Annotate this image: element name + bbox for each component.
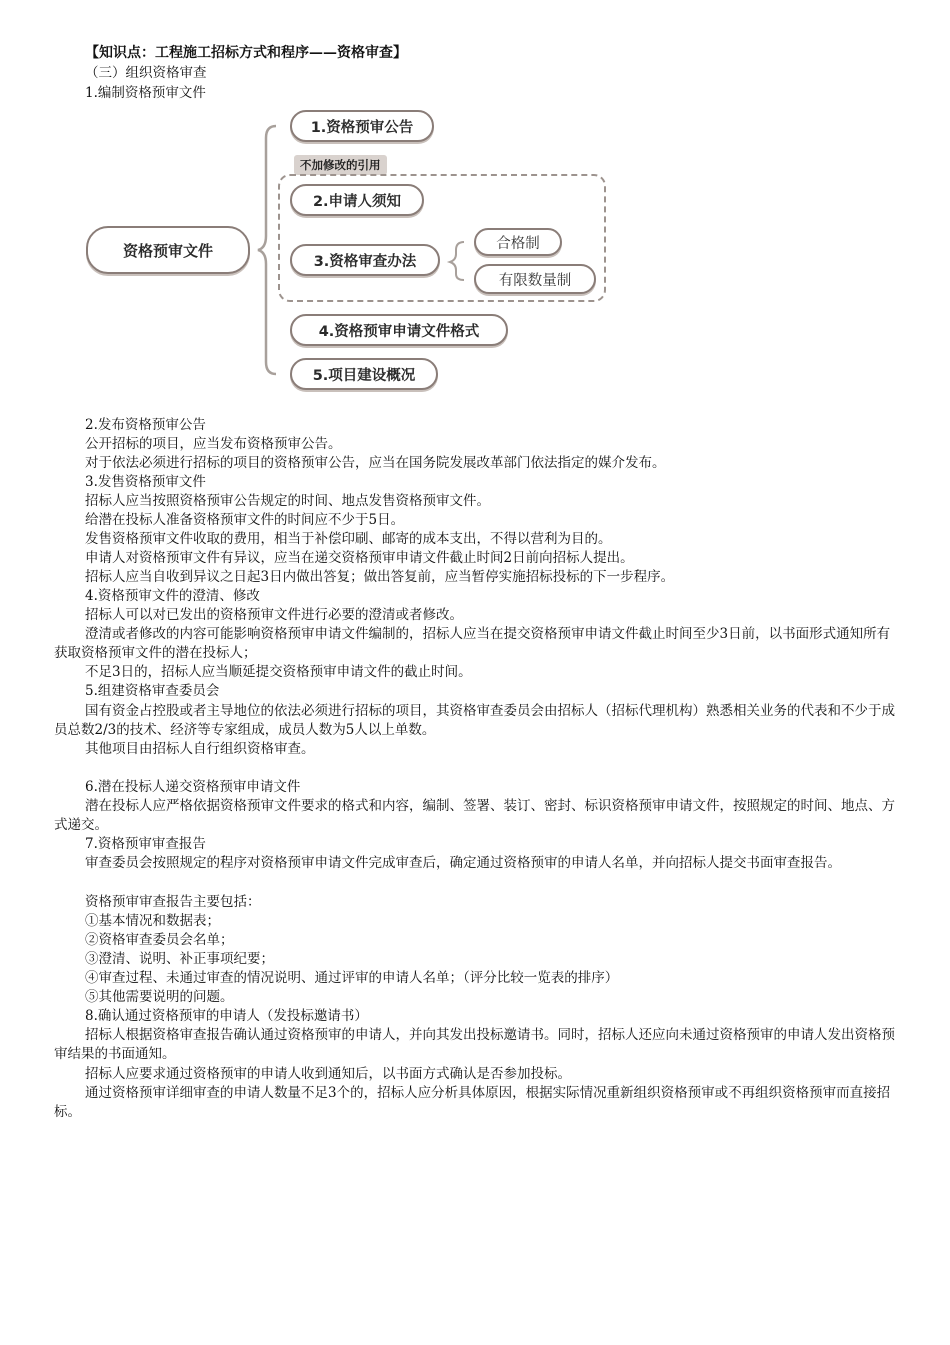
node-prequalification-notice: 1.资格预审公告	[290, 110, 434, 142]
node-application-format: 4.资格预审申请文件格式	[290, 314, 508, 346]
paragraph: 申请人对资格预审文件有异议，应当在递交资格预审申请文件截止时间2日前向招标人提出。	[85, 550, 634, 566]
item-heading-5: 5.组建资格审查委员会	[85, 683, 220, 699]
list-item: ⑤其他需要说明的问题。	[85, 989, 234, 1005]
node-applicant-instructions: 2.申请人须知	[290, 184, 424, 216]
paragraph: 审查委员会按照规定的程序对资格预审申请文件完成审查后，确定通过资格预审的申请人名单，并向招标人提交书面审查报告。	[85, 855, 841, 871]
prequalification-document-diagram	[80, 104, 620, 404]
paragraph: 潜在投标人应严格依据资格预审文件要求的格式和内容，编制、签署、装订、密封、标识资格预审申请文件，按照规定的时间、地点、方式递交。	[54, 798, 895, 833]
paragraph: 国有资金占控股或者主导地位的依法必须进行招标的项目，其资格审查委员会由招标人（招标代理机构）熟悉相关业务的代表和不少于成员总数2/3的技术、经济等专家组成，成员人数为5人以上单数。	[54, 703, 895, 738]
list-item: ④审查过程、未通过审查的情况说明、通过评审的申请人名单；（评分比较一览表的排序）	[85, 970, 619, 986]
paragraph: 不足3日的，招标人应当顺延提交资格预审申请文件的截止时间。	[85, 664, 472, 680]
paragraph: 其他项目由招标人自行组织资格审查。	[85, 741, 315, 757]
paragraph: 公开招标的项目，应当发布资格预审公告。	[85, 436, 342, 452]
paragraph: 资格预审审查报告主要包括：	[85, 894, 261, 910]
list-item: ③澄清、说明、补正事项纪要；	[85, 951, 274, 967]
section-heading: （三）组织资格审查	[85, 65, 207, 81]
knowledge-point-title: 【知识点：工程施工招标方式和程序——资格审查】	[85, 45, 407, 61]
paragraph: 招标人根据资格审查报告确认通过资格预审的申请人，并向其发出投标邀请书。同时，招标人还应向未通过资格预审的申请人发出资格预审结果的书面通知。	[54, 1027, 895, 1062]
item-heading-7: 7.资格预审审查报告	[85, 836, 206, 852]
item-heading-8: 8.确认通过资格预审的申请人（发投标邀请书）	[85, 1008, 368, 1024]
list-item: ②资格审查委员会名单；	[85, 932, 234, 948]
paragraph: 给潜在投标人准备资格预审文件的时间应不少于5日。	[85, 512, 405, 528]
paragraph: 招标人应当自收到异议之日起3日内做出答复；做出答复前，应当暂停实施招标投标的下一步程序。	[85, 569, 675, 585]
paragraph: 澄清或者修改的内容可能影响资格预审申请文件编制的，招标人应当在提交资格预审申请文件截止时间至少3日前，以书面形式通知所有获取资格预审文件的潜在投标人；	[54, 626, 891, 661]
node-project-overview: 5.项目建设概况	[290, 358, 438, 390]
paragraph: 招标人应要求通过资格预审的申请人收到通知后，以书面方式确认是否参加投标。	[85, 1066, 571, 1082]
unmodified-reference-tag: 不加修改的引用	[294, 155, 387, 175]
item-heading-4: 4.资格预审文件的澄清、修改	[85, 588, 260, 604]
paragraph: 招标人可以对已发出的资格预审文件进行必要的澄清或者修改。	[85, 607, 463, 623]
item-heading-2: 2.发布资格预审公告	[85, 417, 206, 433]
method-limited-quantity-system: 有限数量制	[474, 264, 596, 294]
method-qualified-system: 合格制	[474, 228, 562, 256]
item-heading-1: 1.编制资格预审文件	[85, 85, 206, 101]
root-node: 资格预审文件	[86, 226, 250, 274]
node-review-method: 3.资格审查办法	[290, 244, 440, 276]
item-heading-3: 3.发售资格预审文件	[85, 474, 206, 490]
paragraph: 招标人应当按照资格预审公告规定的时间、地点发售资格预审文件。	[85, 493, 490, 509]
paragraph: 对于依法必须进行招标的项目的资格预审公告，应当在国务院发展改革部门依法指定的媒介发布。	[85, 455, 666, 471]
list-item: ①基本情况和数据表；	[85, 913, 220, 929]
paragraph: 发售资格预审文件收取的费用，相当于补偿印刷、邮寄的成本支出，不得以营利为目的。	[85, 531, 612, 547]
item-heading-6: 6.潜在投标人递交资格预审申请文件	[85, 779, 301, 795]
paragraph: 通过资格预审详细审查的申请人数量不足3个的，招标人应分析具体原因，根据实际情况重新组织资格预审或不再组织资格预审而直接招标。	[54, 1085, 891, 1120]
